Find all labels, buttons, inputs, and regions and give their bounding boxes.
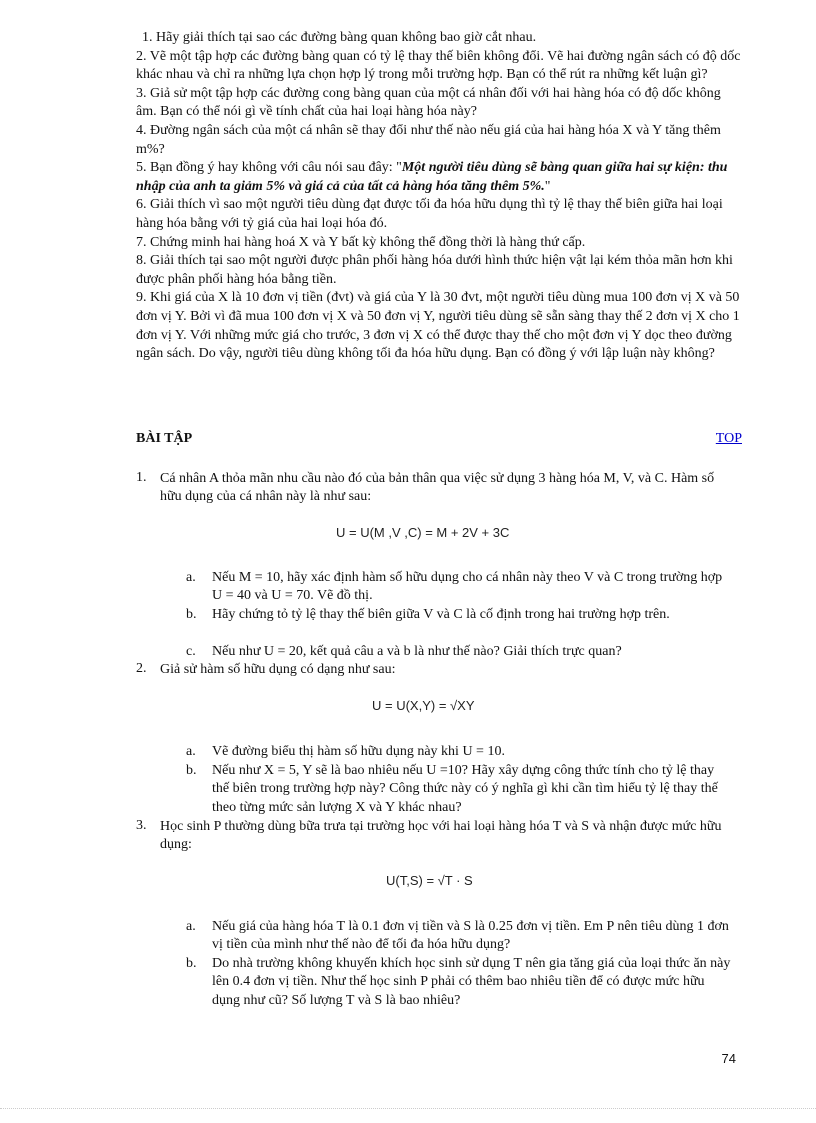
exercise-2-item-b — [186, 762, 736, 818]
exercise-2-text: Giả sử hàm số hữu dụng có dạng như sau: — [160, 662, 396, 677]
item-text: Nếu như U = 20, kết quả câu a và b là như thế nào? Giải thích trực quan? — [212, 644, 622, 659]
exercise-3-number: 3. — [136, 818, 147, 833]
item-text: Nếu như X = 5, Y sẽ là bao nhiêu nếu U =10? Hãy xây dựng công thức tính cho tỷ lệ thay thế biên trong trường hợp này? Công thức này có ý nghĩa gì khi cần tìm hiểu tỷ lệ thay thế theo từng mức sản lượng X và Y khác nhau? — [212, 763, 718, 815]
exercise-1-number: 1. — [136, 470, 147, 485]
item-text: Do nhà trường không khuyến khích học sinh sử dụng T nên gia tăng giá của loại thức ăn này lên 0.4 đơn vị tiền. Như thế học sinh P phải có thêm bao nhiêu tiền để có được mức hữu dụng như cũ? Số lượng T và S là bao nhiêu? — [212, 956, 731, 1008]
exercise-3-text: Học sinh P thường dùng bữa trưa tại trường học với hai loại hàng hóa T và S và nhận được mức hữu dụng: — [160, 819, 722, 853]
question-5 — [136, 159, 742, 196]
question-2: 2. Vẽ một tập hợp các đường bàng quan có tỷ lệ thay thế biên không đổi. Vẽ hai đường ngân sách có độ dốc khác nhau và chỉ ra những lựa chọn hợp lý trong mỗi trường hợp. Bạn có thể rút ra những kết luận gì? — [136, 48, 741, 83]
item-label: a. — [186, 570, 196, 585]
item-label: b. — [186, 763, 197, 778]
page-number: 74 — [721, 1051, 736, 1066]
item-label: a. — [186, 744, 196, 759]
question-7: 7. Chứng minh hai hàng hoá X và Y bất kỳ không thể đồng thời là hàng thứ cấp. — [136, 234, 586, 250]
item-label: b. — [186, 956, 197, 971]
exercise-1-text: Cá nhân A thỏa mãn nhu cầu nào đó của bản thân qua việc sử dụng 3 hàng hóa M, V, và C. Hàm số hữu dụng của cá nhân này là như sau: — [160, 471, 715, 505]
item-label: a. — [186, 919, 196, 934]
exercise-2-formula: U = U(X,Y) = √XY — [372, 698, 475, 713]
question-3: 3. Giả sử một tập hợp các đường cong bàng quan của một cá nhân đối với hai hàng hóa có độ dốc không âm. Bạn có thể nói gì về tính chất của hai loại hàng hóa này? — [136, 85, 721, 120]
question-1: 1. Hãy giải thích tại sao các đường bàng quan không bao giờ cắt nhau. — [142, 30, 537, 45]
item-label: c. — [186, 644, 196, 659]
exercise-1-item-a — [186, 569, 736, 607]
exercise-1-formula: U = U(M ,V ,C) = M + 2V + 3C — [336, 525, 510, 540]
top-link[interactable]: TOP — [715, 431, 742, 446]
exercise-2-number: 2. — [136, 661, 147, 676]
item-text: Nếu giá của hàng hóa T là 0.1 đơn vị tiền và S là 0.25 đơn vị tiền. Em P nên tiêu dùng 1 đơn vị tiền của mình như thế nào để tối đa hóa hữu dụng? — [212, 919, 729, 953]
exercise-2-item-a — [186, 743, 736, 763]
item-label: b. — [186, 607, 197, 622]
question-9: 9. Khi giá của X là 10 đơn vị tiền (đvt) và giá của Y là 30 đvt, một người tiêu dùng mua 100 đơn vị X và 50 đơn vị Y. Bởi vì đã mua 100 đơn vị X và 50 đơn vị Y, người tiêu dùng sẽ sẵn sàng thay thế 2 đơn vị X cho 1 đơn vị Y. Với những mức giá cho trước, 3 đơn vị X có thể được thay thế cho một đơn vị Y dọc theo đường ngân sách. Do vậy, người tiêu dùng không tối đa hóa hữu dụng. Bạn có đồng ý với lập luận này không? — [136, 290, 740, 362]
question-5-prefix: 5. Bạn đồng ý hay không với câu nói sau đây: " — [136, 160, 402, 176]
question-6: 6. Giải thích vì sao một người tiêu dùng đạt được tối đa hóa hữu dụng thì tỷ lệ thay thế biên giữa hai loại hàng hóa bằng với tỷ giá của hai loại hóa đó. — [136, 197, 723, 231]
question-4: 4. Đường ngân sách của một cá nhân sẽ thay đổi như thế nào nếu giá của hai hàng hóa X và Y tăng thêm m%? — [136, 122, 721, 157]
question-8: 8. Giải thích tại sao một người được phân phối hàng hóa dưới hình thức hiện vật lại kém thỏa mãn hơn khi được phân phối hàng hóa bằng tiền. — [136, 253, 733, 287]
section-title: BÀI TẬP — [136, 431, 193, 446]
page-divider — [0, 1108, 816, 1109]
question-list — [136, 29, 742, 364]
item-text: Nếu M = 10, hãy xác định hàm số hữu dụng cho cá nhân này theo V và C trong trường hợp U = 40 và U = 70. Vẽ đồ thị. — [212, 570, 723, 604]
question-5-suffix: " — [544, 178, 551, 194]
exercise-1-item-c — [186, 643, 736, 663]
item-text: Hãy chứng tỏ tỷ lệ thay thế biên giữa V và C là cố định trong hai trường hợp trên. — [212, 607, 670, 622]
exercise-3-item-a — [186, 918, 736, 956]
exercise-3-item-b — [186, 955, 736, 1011]
question-5-quote: Một người tiêu dùng sẽ bàng quan giữa hai sự kiện: thu nhập của anh ta giảm 5% và giá cả của tất cả hàng hóa tăng thêm 5%. — [136, 160, 728, 194]
exercise-1-item-b — [186, 606, 736, 644]
item-text: Vẽ đường biểu thị hàm số hữu dụng này khi U = 10. — [212, 744, 505, 759]
exercise-3-formula: U(T,S) = √T · S — [386, 873, 473, 888]
